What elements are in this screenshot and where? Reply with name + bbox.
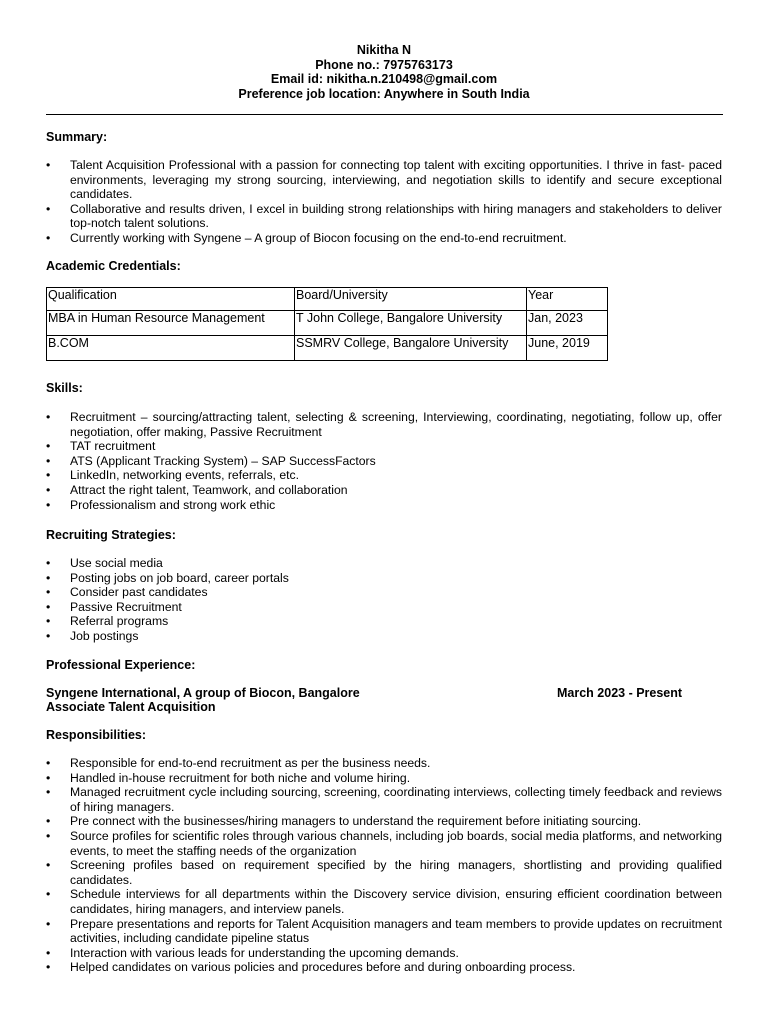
list-item: • Source profiles for scientific roles through various channels, including job boards, social media platforms, and networking events, to meet the staffing needs of the organization — [46, 829, 722, 858]
column-header: Board/University — [295, 288, 527, 311]
list-item: • Posting jobs on job board, career portals — [46, 571, 722, 586]
list-item: • Pre connect with the businesses/hiring managers to understand the requirement before initiating sourcing. — [46, 814, 722, 829]
table-header-row — [47, 288, 608, 311]
summary-list — [46, 158, 722, 246]
list-item: • ATS (Applicant Tracking System) – SAP SuccessFactors — [46, 454, 722, 469]
experience-heading: Professional Experience: — [46, 658, 196, 672]
job-title: Associate Talent Acquisition — [46, 700, 216, 714]
strategies-heading: Recruiting Strategies: — [46, 528, 176, 542]
candidate-name: Nikitha N — [356, 43, 412, 57]
list-item: • Referral programs — [46, 614, 722, 629]
table-cell: SSMRV College, Bangalore University — [295, 336, 527, 361]
list-item: • Recruitment – sourcing/attracting talent, selecting & screening, Interviewing, coordinating, negotiating, follow up, offer negotiation, offer making, Passive Recruitment — [46, 410, 722, 439]
resume-header — [0, 43, 768, 101]
list-item: • Job postings — [46, 629, 722, 644]
list-item: • Currently working with Syngene – A group of Biocon focusing on the end-to-end recruitment. — [46, 231, 722, 246]
column-header: Qualification — [47, 288, 295, 311]
skills-heading: Skills: — [46, 381, 83, 395]
list-item: • Use social media — [46, 556, 722, 571]
table-cell: Jan, 2023 — [527, 311, 608, 336]
preferred-location: Preference job location: Anywhere in South India — [238, 86, 530, 101]
table-row — [47, 336, 608, 361]
list-item: • Attract the right talent, Teamwork, and collaboration — [46, 483, 722, 498]
list-item: • Collaborative and results driven, I excel in building strong relationships with hiring managers and stakeholders to deliver top-notch talent solutions. — [46, 202, 722, 231]
academic-credentials-table — [46, 287, 608, 361]
list-item: • Schedule interviews for all departments within the Discovery service division, ensuring efficient coordination between candidates, hiring managers, and interview panels. — [46, 887, 722, 916]
list-item: • Consider past candidates — [46, 585, 722, 600]
phone-number: Phone no.: 7975763173 — [315, 57, 453, 72]
academic-heading: Academic Credentials: — [46, 259, 181, 273]
list-item: • Helped candidates on various policies and procedures before and during onboarding process. — [46, 960, 722, 975]
list-item: • Prepare presentations and reports for Talent Acquisition managers and team members to provide updates on recruitment activities, including candidate pipeline status — [46, 917, 722, 946]
list-item: • Passive Recruitment — [46, 600, 722, 615]
responsibilities-heading: Responsibilities: — [46, 728, 147, 742]
header-divider — [46, 114, 723, 115]
company-name: Syngene International, A group of Biocon, Bangalore — [46, 686, 360, 700]
list-item: • Responsible for end-to-end recruitment as per the business needs. — [46, 756, 722, 771]
strategies-list — [46, 556, 722, 644]
list-item: • LinkedIn, networking events, referrals, etc. — [46, 468, 722, 483]
table-row — [47, 311, 608, 336]
skills-list — [46, 410, 722, 512]
list-item: • Talent Acquisition Professional with a passion for connecting top talent with exciting opportunities. I thrive in fast- paced environments, leveraging my strong sourcing, interviewing, and negotiation skills to identify and secure exceptional candidates. — [46, 158, 722, 202]
employment-dates: March 2023 - Present — [557, 686, 683, 700]
list-item: • TAT recruitment — [46, 439, 722, 454]
list-item: • Professionalism and strong work ethic — [46, 498, 722, 513]
table-cell: MBA in Human Resource Management — [47, 311, 295, 336]
list-item: • Screening profiles based on requirement specified by the hiring managers, shortlisting and providing qualified candidates. — [46, 858, 722, 887]
table-cell: T John College, Bangalore University — [295, 311, 527, 336]
responsibilities-list — [46, 756, 722, 975]
column-header: Year — [527, 288, 608, 311]
list-item: • Handled in-house recruitment for both niche and volume hiring. — [46, 771, 722, 786]
list-item: • Interaction with various leads for understanding the upcoming demands. — [46, 946, 722, 961]
summary-heading: Summary: — [46, 130, 108, 144]
email-address: Email id: nikitha.n.210498@gmail.com — [270, 72, 498, 86]
table-cell: June, 2019 — [527, 336, 608, 361]
list-item: • Managed recruitment cycle including sourcing, screening, coordinating interviews, collecting timely feedback and reviews of hiring managers. — [46, 785, 722, 814]
table-cell: B.COM — [47, 336, 295, 361]
